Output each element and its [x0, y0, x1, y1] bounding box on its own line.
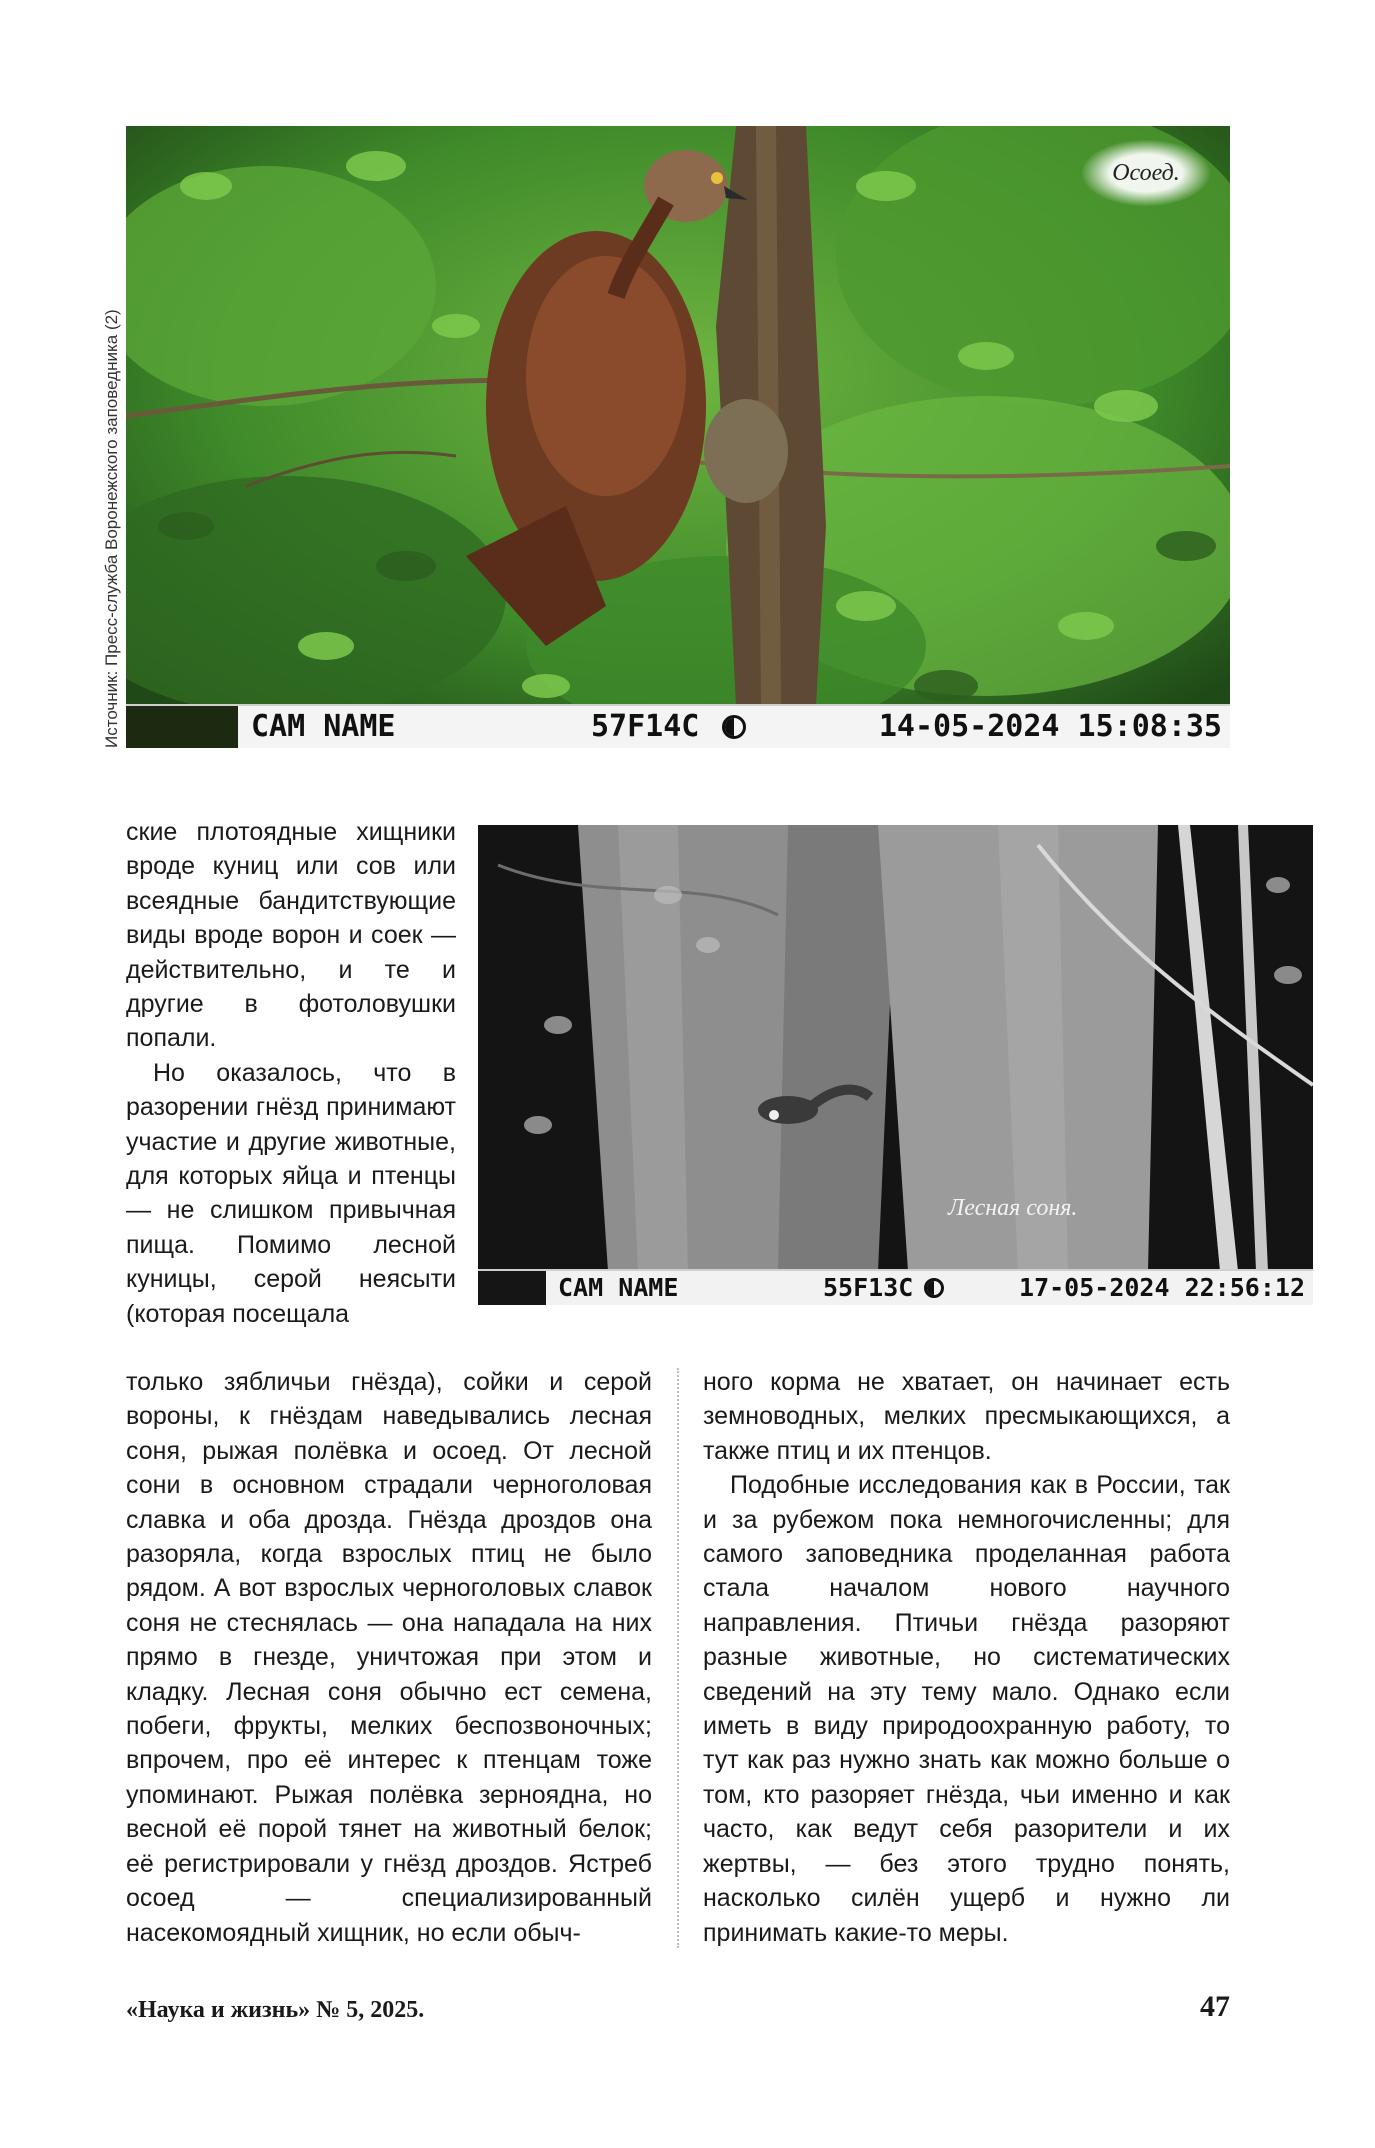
camera-name: CAM NAME: [558, 1273, 679, 1302]
night-forest-illustration: [478, 825, 1313, 1305]
article-left-column: [126, 1365, 652, 1950]
camera-datetime: 17-05-2024 22:56:12: [1019, 1273, 1305, 1302]
camera-id: 55F13C: [823, 1273, 914, 1302]
article-narrow-column: [126, 815, 456, 1331]
camera-info-bar-night: [478, 1269, 1313, 1305]
column-divider: [677, 1368, 679, 1948]
article-paragraph: ного корма не хватает, он начинает есть земноводных, мелких пресмыкающихся, а также птиц и их птенцов.: [703, 1368, 1230, 1465]
camera-trap-photo-dormouse: [478, 825, 1313, 1305]
camera-id: 57F14C: [591, 709, 700, 744]
photo-credit: Источник: Пресс-служба Воронежского заповедника (2): [102, 309, 121, 748]
photo-caption: Лесная соня.: [948, 1195, 1078, 1221]
article-paragraph: Но оказалось, что в разорении гнёзд принимают участие и другие животные, для которых яйца и птенцы — не слишком привычная пища. Помимо лесной куницы, серой неясыти (которая посещала: [126, 1058, 456, 1328]
camera-trap-photo-honey-buzzard: [126, 126, 1230, 748]
page-number: 47: [1200, 1990, 1230, 2023]
forest-scene-illustration: [126, 126, 1230, 748]
camera-name: CAM NAME: [251, 709, 396, 744]
camera-bar-lead: [478, 1271, 546, 1305]
camera-bar-lead: [126, 706, 238, 748]
camera-info-bar: [126, 704, 1230, 748]
photo-caption-badge: Осоед.: [1082, 140, 1210, 206]
article-paragraph: Подобные исследования как в России, так и за рубежом пока немногочисленны; для самого заповедника проделанная работа стала началом нового научного направления. Птичьи гнёзда разоряют разные животные, но систематических сведений на эту тему мало. Однако если иметь в виду природоохранную работу, то тут как раз нужно знать как можно больше о том, кто разоряет гнёзда, чьи именно и как часто, как ведут себя разорители и их жертвы, — без этого трудно понять, насколько силён ущерб и нужно ли принимать какие-то меры.: [703, 1471, 1230, 1947]
moon-phase-icon: [924, 1278, 944, 1298]
article-right-column: [703, 1365, 1230, 1950]
moon-phase-icon: [722, 715, 746, 739]
journal-footer: «Наука и жизнь» № 5, 2025.: [126, 1997, 425, 2023]
camera-datetime: 14-05-2024 15:08:35: [878, 709, 1222, 744]
article-paragraph: только зябличьи гнёзда), сойки и серой вороны, к гнёздам наведывались лесная соня, рыжая полёвка и осоед. От лесной сони в основном страдали черноголовая славка и оба дрозда. Гнёзда дроздов она разоряла, когда взрослых птиц не было рядом. А вот взрослых черноголовых славок соня не стеснялась — она нападала на них прямо в гнезде, уничтожая при этом и кладку. Лесная соня обычно ест семена, побеги, фрукты, мелких беспозвоночных; впрочем, про её интерес к птенцам тоже упоминают. Рыжая полёвка зерноядна, но весной её порой тянет на животный белок; её регистрировали у гнёзд дроздов. Ястреб осоед — специализированный насекомоядный хищник, но если обыч-: [126, 1368, 652, 1947]
article-paragraph: ские плотоядные хищники вроде куниц или сов или всеядные бандитствующие виды вроде ворон и соек — действительно, и те и другие в фотоловушки попали.: [126, 818, 456, 1053]
